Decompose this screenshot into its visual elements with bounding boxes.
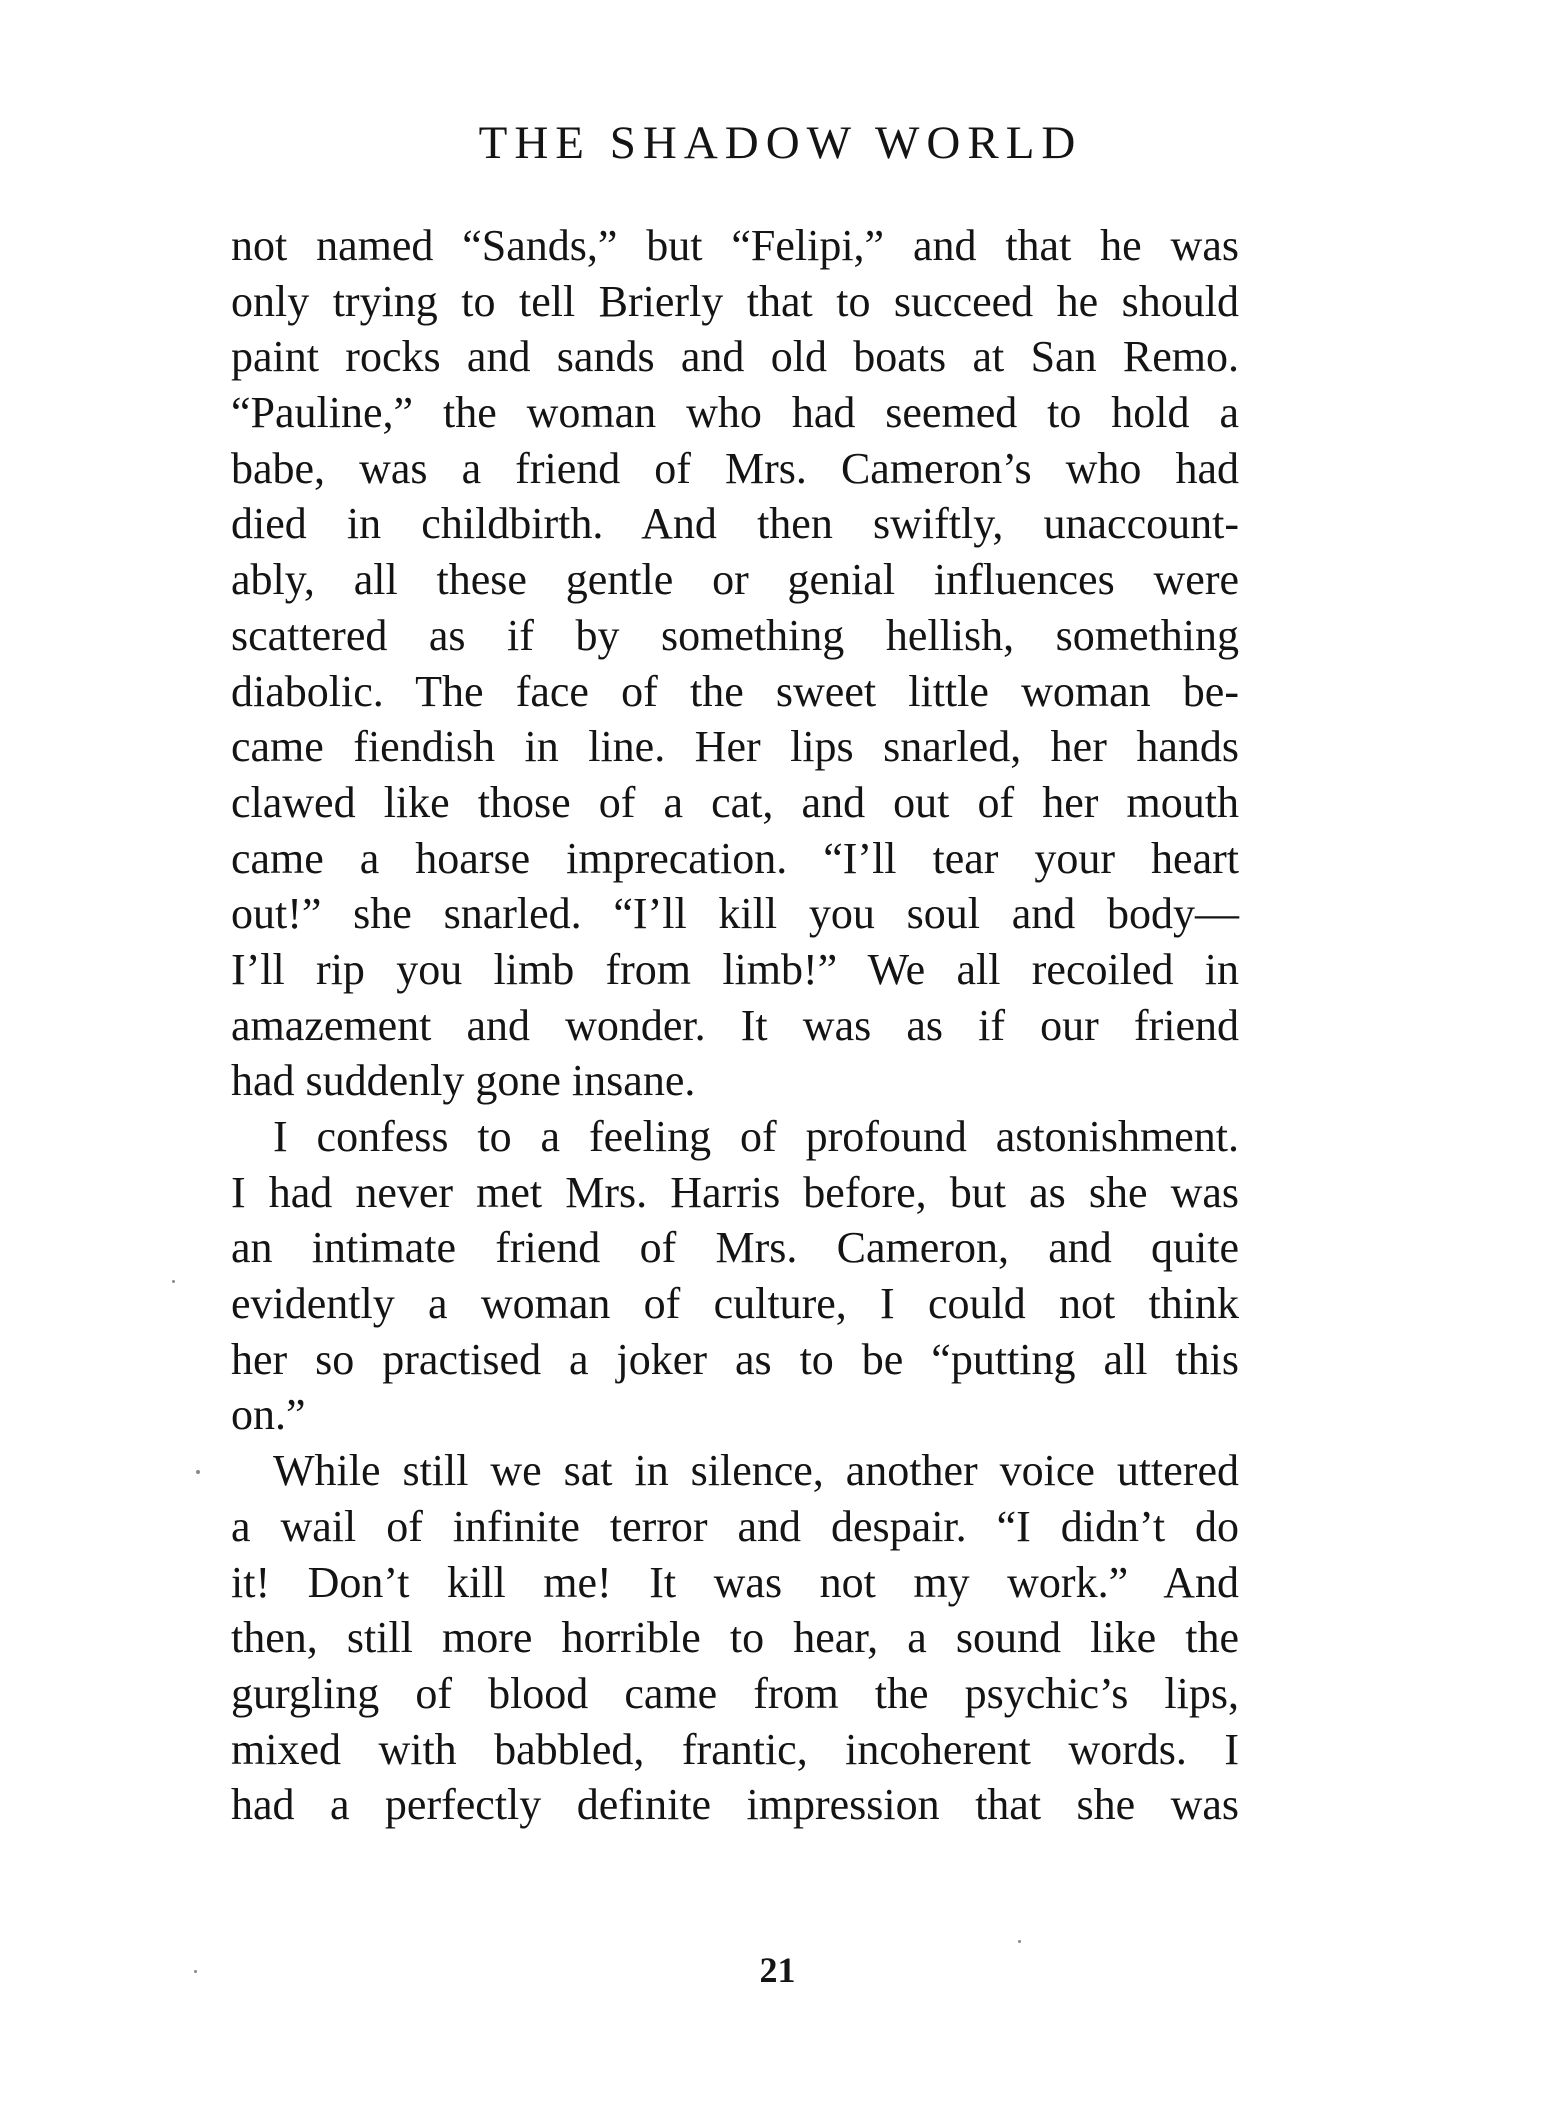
text-line: ably, all these gentle or genial influences were <box>231 555 1239 605</box>
text-line: only trying to tell Brierly that to succeed he should <box>231 276 1239 326</box>
page-number: 21 <box>759 1950 796 1990</box>
text-line: out!” she snarled. “I’ll kill you soul and body— <box>231 889 1239 939</box>
text-line: then, still more horrible to hear, a sound like the <box>231 1613 1239 1663</box>
text-line: babe, was a friend of Mrs. Cameron’s who had <box>231 443 1239 493</box>
paragraph-end-line: had suddenly gone insane. <box>231 1056 696 1106</box>
text-line: not named “Sands,” but “Felipi,” and that he was <box>231 221 1239 270</box>
text-line: diabolic. The face of the sweet little woman be- <box>231 666 1239 716</box>
text-line: scattered as if by something hellish, something <box>231 610 1239 660</box>
text-line: paint rocks and sands and old boats at San Remo. <box>231 332 1239 382</box>
running-head: THE SHADOW WORLD <box>478 117 1083 169</box>
scan-speck <box>196 1470 200 1474</box>
text-line: died in childbirth. And then swiftly, unaccount- <box>231 499 1239 549</box>
text-line: it! Don’t kill me! It was not my work.” And <box>231 1557 1239 1607</box>
text-line: gurgling of blood came from the psychic’s lips, <box>231 1668 1239 1718</box>
text-line: had a perfectly definite impression that she was <box>231 1780 1239 1830</box>
text-line: mixed with babbled, frantic, incoherent words. I <box>231 1724 1239 1774</box>
text-line: came fiendish in line. Her lips snarled, her hands <box>231 722 1239 772</box>
text-line: “Pauline,” the woman who had seemed to hold a <box>231 388 1239 438</box>
text-line: evidently a woman of culture, I could not think <box>231 1279 1239 1329</box>
paragraph-end-line: on.” <box>231 1390 306 1440</box>
paragraph-start-line: I confess to a feeling of profound astonishment. <box>273 1112 1239 1161</box>
text-line: came a hoarse imprecation. “I’ll tear your heart <box>231 833 1239 883</box>
text-line: a wail of infinite terror and despair. “I didn’t do <box>231 1501 1239 1551</box>
scan-speck <box>172 1280 175 1283</box>
text-line: I’ll rip you limb from limb!” We all recoiled in <box>231 944 1239 994</box>
text-line: an intimate friend of Mrs. Cameron, and quite <box>231 1223 1239 1273</box>
text-line: amazement and wonder. It was as if our friend <box>231 1000 1239 1050</box>
text-line: her so practised a joker as to be “putting all this <box>231 1334 1239 1384</box>
scan-speck <box>194 1970 197 1973</box>
text-line: I had never met Mrs. Harris before, but as she was <box>231 1167 1239 1217</box>
paragraph-start-line: While still we sat in silence, another voice uttered <box>273 1446 1239 1496</box>
text-line: clawed like those of a cat, and out of her mouth <box>231 777 1239 827</box>
scan-speck <box>1018 1940 1021 1943</box>
body-text <box>231 218 1239 1833</box>
